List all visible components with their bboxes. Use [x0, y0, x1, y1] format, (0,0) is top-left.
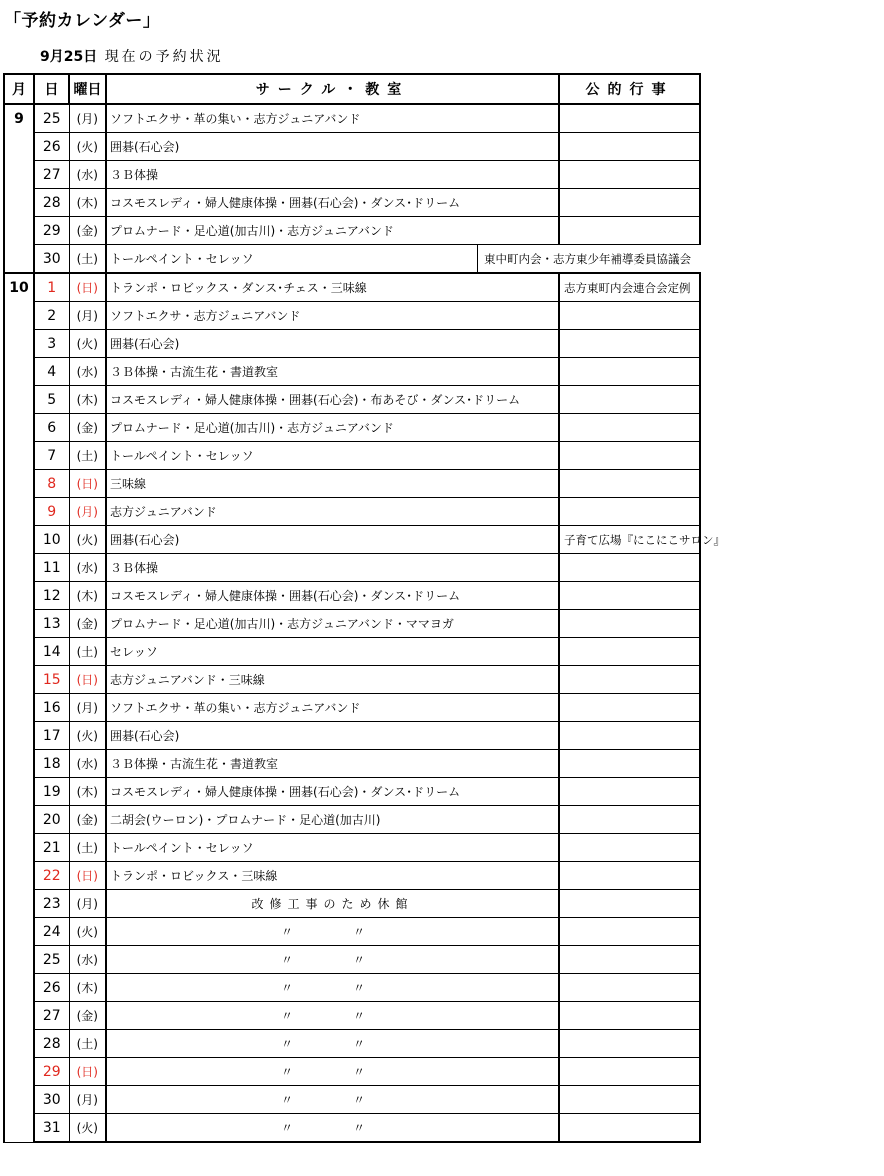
day-cell: 21: [34, 834, 69, 862]
ditto-mark: 〃 〃: [281, 1037, 366, 1051]
public-event-cell: 子育て広場『にこにこサロン』: [559, 526, 700, 554]
day-cell: 16: [34, 694, 69, 722]
public-event-cell: [559, 330, 700, 358]
public-event-cell: [559, 1058, 700, 1086]
public-event-cell: [559, 750, 700, 778]
circle-cell: [106, 1002, 559, 1030]
circle-cell: 囲碁(石心会): [106, 330, 559, 358]
circle-cell: ソフトエクサ・革の集い・志方ジュニアバンド: [106, 104, 559, 133]
day-cell: 18: [34, 750, 69, 778]
circle-cell: [106, 974, 559, 1002]
public-event-cell: [559, 890, 700, 918]
circle-cell: 志方ジュニアバンド・三味線: [106, 666, 559, 694]
weekday-cell: (金): [69, 414, 106, 442]
ditto-mark: 〃 〃: [281, 953, 366, 967]
table-row: [4, 666, 700, 694]
ditto-mark: 〃 〃: [281, 1065, 366, 1079]
header-public: 公的行事: [559, 74, 700, 104]
public-event-cell: [559, 1086, 700, 1114]
weekday-cell: (水): [69, 554, 106, 582]
circle-cell: ３Ｂ体操・古流生花・書道教室: [106, 750, 559, 778]
weekday-cell: (火): [69, 1114, 106, 1143]
day-cell: 27: [34, 161, 69, 189]
circle-cell: 三味線: [106, 470, 559, 498]
circle-cell: 志方ジュニアバンド: [106, 498, 559, 526]
public-event-cell: [559, 414, 700, 442]
day-cell: 30: [34, 1086, 69, 1114]
ditto-mark: 〃 〃: [281, 925, 366, 939]
day-cell: 25: [34, 104, 69, 133]
circle-cell: トランポ・ロビックス・三味線: [106, 862, 559, 890]
header-row: [4, 74, 700, 104]
day-cell: 26: [34, 133, 69, 161]
public-event-cell: 志方東町内会連合会定例: [559, 273, 700, 302]
public-event-cell: [559, 666, 700, 694]
circle-cell: [106, 1086, 559, 1114]
weekday-cell: (月): [69, 890, 106, 918]
public-event-cell: [559, 161, 700, 189]
circle-cell: ３Ｂ体操・古流生花・書道教室: [106, 358, 559, 386]
circle-cell: コスモスレディ・婦人健康体操・囲碁(石心会)・ダンス･ドリーム: [106, 778, 559, 806]
weekday-cell: (日): [69, 666, 106, 694]
table-row: [4, 862, 700, 890]
public-event-cell: [559, 806, 700, 834]
weekday-cell: (金): [69, 806, 106, 834]
public-event-cell: [559, 470, 700, 498]
table-row: [4, 414, 700, 442]
page-subtitle: [40, 46, 224, 66]
day-cell: 3: [34, 330, 69, 358]
table-row: [4, 890, 700, 918]
table-row: [4, 217, 700, 245]
day-cell: 30: [34, 245, 69, 274]
day-cell: 1: [34, 273, 69, 302]
header-circle: サークル・教室: [106, 74, 559, 104]
weekday-cell: (金): [69, 217, 106, 245]
public-event-cell: [559, 217, 700, 245]
day-cell: 29: [34, 1058, 69, 1086]
table-row: [4, 1114, 700, 1143]
weekday-cell: (火): [69, 918, 106, 946]
header-weekday: 曜日: [69, 74, 106, 104]
table-row: [4, 722, 700, 750]
public-event-cell: [559, 554, 700, 582]
weekday-cell: (土): [69, 834, 106, 862]
weekday-cell: (火): [69, 722, 106, 750]
weekday-cell: (火): [69, 330, 106, 358]
day-cell: 29: [34, 217, 69, 245]
day-cell: 5: [34, 386, 69, 414]
public-event-cell: [559, 358, 700, 386]
table-row: [4, 104, 700, 133]
table-row: [4, 1030, 700, 1058]
day-cell: 9: [34, 498, 69, 526]
circle-cell: トールペイント・セレッソ: [106, 442, 559, 470]
day-cell: 27: [34, 1002, 69, 1030]
weekday-cell: (月): [69, 104, 106, 133]
weekday-cell: (土): [69, 638, 106, 666]
table-row: [4, 806, 700, 834]
public-event-cell: [559, 946, 700, 974]
public-event-cell: [559, 694, 700, 722]
day-cell: 24: [34, 918, 69, 946]
ditto-mark: 〃 〃: [281, 1093, 366, 1107]
weekday-cell: (月): [69, 302, 106, 330]
weekday-cell: (木): [69, 974, 106, 1002]
public-event-cell: [559, 722, 700, 750]
circle-cell: ソフトエクサ・革の集い・志方ジュニアバンド: [106, 694, 559, 722]
circle-cell: トランポ・ロビックス・ダンス･チェス・三味線: [106, 273, 559, 302]
weekday-cell: (木): [69, 386, 106, 414]
circle-cell: 改修工事のため休館: [106, 890, 559, 918]
public-event-cell: [559, 189, 700, 217]
public-event-cell: [559, 1114, 700, 1143]
table-row: [4, 133, 700, 161]
circle-cell: プロムナード・足心道(加古川)・志方ジュニアバンド: [106, 217, 559, 245]
circle-cell: [106, 918, 559, 946]
circle-cell: コスモスレディ・婦人健康体操・囲碁(石心会)・ダンス･ドリーム: [106, 582, 559, 610]
weekday-cell: (水): [69, 358, 106, 386]
table-row: [4, 470, 700, 498]
public-event-cell: [559, 610, 700, 638]
day-cell: 26: [34, 974, 69, 1002]
weekday-cell: (水): [69, 946, 106, 974]
page-title: 「予約カレンダー」: [4, 11, 161, 31]
circle-cell: ３Ｂ体操: [106, 161, 559, 189]
circle-cell: ３Ｂ体操: [106, 554, 559, 582]
day-cell: 28: [34, 1030, 69, 1058]
day-cell: 8: [34, 470, 69, 498]
weekday-cell: (日): [69, 273, 106, 302]
circle-cell: 囲碁(石心会): [106, 722, 559, 750]
table-row: [4, 442, 700, 470]
weekday-cell: (日): [69, 470, 106, 498]
weekday-cell: (月): [69, 694, 106, 722]
public-event-cell: [559, 386, 700, 414]
day-cell: 17: [34, 722, 69, 750]
weekday-cell: (土): [69, 442, 106, 470]
reservation-calendar-table: [3, 73, 725, 1143]
table-row: [4, 750, 700, 778]
circle-cell: セレッソ: [106, 638, 559, 666]
table-row: [4, 778, 700, 806]
table-row: [4, 694, 700, 722]
table-row: [4, 1086, 700, 1114]
public-event-cell: [559, 974, 700, 1002]
weekday-cell: (日): [69, 1058, 106, 1086]
table-row: [4, 498, 700, 526]
circle-cell: 囲碁(石心会): [106, 526, 559, 554]
public-event-cell: [559, 582, 700, 610]
circle-cell: [106, 1030, 559, 1058]
day-cell: 19: [34, 778, 69, 806]
public-event-cell: [559, 104, 700, 133]
table-row: [4, 610, 700, 638]
weekday-cell: (火): [69, 526, 106, 554]
table-row: [4, 386, 700, 414]
circle-cell: [106, 1114, 559, 1143]
day-cell: 10: [34, 526, 69, 554]
table-row: [4, 918, 700, 946]
public-event-cell: [559, 834, 700, 862]
weekday-cell: (木): [69, 582, 106, 610]
circle-cell: 囲碁(石心会): [106, 133, 559, 161]
weekday-cell: (土): [69, 1030, 106, 1058]
weekday-cell: (金): [69, 610, 106, 638]
public-event-cell: [559, 638, 700, 666]
weekday-cell: (月): [69, 1086, 106, 1114]
public-event-cell: [559, 498, 700, 526]
circle-cell: [106, 946, 559, 974]
public-event-cell: [559, 778, 700, 806]
weekday-cell: (土): [69, 245, 106, 274]
circle-cell: コスモスレディ・婦人健康体操・囲碁(石心会)・ダンス･ドリーム: [106, 189, 559, 217]
public-event-cell: [559, 133, 700, 161]
table-row: [4, 245, 700, 274]
table-row: [4, 273, 700, 302]
public-event-cell: [559, 1030, 700, 1058]
circle-cell: ソフトエクサ・志方ジュニアバンド: [106, 302, 559, 330]
day-cell: 31: [34, 1114, 69, 1143]
table-row: [4, 1002, 700, 1030]
circle-cell: [106, 245, 691, 274]
public-event-cell: [559, 302, 700, 330]
table-row: [4, 834, 700, 862]
day-cell: 23: [34, 890, 69, 918]
header-month: 月: [4, 74, 34, 104]
table-row: [4, 554, 700, 582]
weekday-cell: (水): [69, 161, 106, 189]
weekday-cell: (金): [69, 1002, 106, 1030]
public-event-cell: [559, 1002, 700, 1030]
circle-cell: トールペイント・セレッソ: [106, 834, 559, 862]
weekday-cell: (日): [69, 862, 106, 890]
weekday-cell: (木): [69, 189, 106, 217]
public-event-cell: [559, 918, 700, 946]
subtitle-text: 現在の予約状況: [104, 49, 224, 65]
weekday-cell: (木): [69, 778, 106, 806]
day-cell: 7: [34, 442, 69, 470]
table-row: [4, 582, 700, 610]
table-row: [4, 358, 700, 386]
circle-cell: 二胡会(ウーロン)・プロムナード・足心道(加古川): [106, 806, 559, 834]
table-row: [4, 330, 700, 358]
table-row: [4, 302, 700, 330]
table-row: [4, 638, 700, 666]
public-event-cell: [559, 442, 700, 470]
weekday-cell: (月): [69, 498, 106, 526]
day-cell: 15: [34, 666, 69, 694]
day-cell: 20: [34, 806, 69, 834]
day-cell: 25: [34, 946, 69, 974]
circle-cell: プロムナード・足心道(加古川)・志方ジュニアバンド: [106, 414, 559, 442]
table-row: [4, 526, 700, 554]
table-row: [4, 161, 700, 189]
calendar-body: [4, 104, 725, 1142]
day-cell: 14: [34, 638, 69, 666]
table-row: [4, 946, 700, 974]
circle-cell: コスモスレディ・婦人健康体操・囲碁(石心会)・布あそび・ダンス･ドリーム: [106, 386, 559, 414]
day-cell: 6: [34, 414, 69, 442]
subtitle-date: 9月25日: [40, 49, 98, 65]
weekday-cell: (水): [69, 750, 106, 778]
day-cell: 11: [34, 554, 69, 582]
ditto-mark: 〃 〃: [281, 981, 366, 995]
circle-cell: プロムナード・足心道(加古川)・志方ジュニアバンド・ママヨガ: [106, 610, 559, 638]
day-cell: 28: [34, 189, 69, 217]
day-cell: 4: [34, 358, 69, 386]
weekday-cell: (火): [69, 133, 106, 161]
ditto-mark: 〃 〃: [281, 1121, 366, 1135]
table-row: [4, 974, 700, 1002]
table-row: [4, 1058, 700, 1086]
day-cell: 2: [34, 302, 69, 330]
header-day: 日: [34, 74, 69, 104]
month-cell: 9: [4, 104, 34, 273]
circle-cell: [106, 1058, 559, 1086]
day-cell: 13: [34, 610, 69, 638]
day-cell: 22: [34, 862, 69, 890]
day-cell: 12: [34, 582, 69, 610]
circle-text: トールペイント・セレッソ: [110, 252, 254, 266]
month-cell: 10: [4, 273, 34, 1142]
public-event-cell: [559, 862, 700, 890]
ditto-mark: 〃 〃: [281, 1009, 366, 1023]
table-row: [4, 189, 700, 217]
public-event-extended: 東中町内会・志方東少年補導委員協議会: [477, 245, 884, 272]
